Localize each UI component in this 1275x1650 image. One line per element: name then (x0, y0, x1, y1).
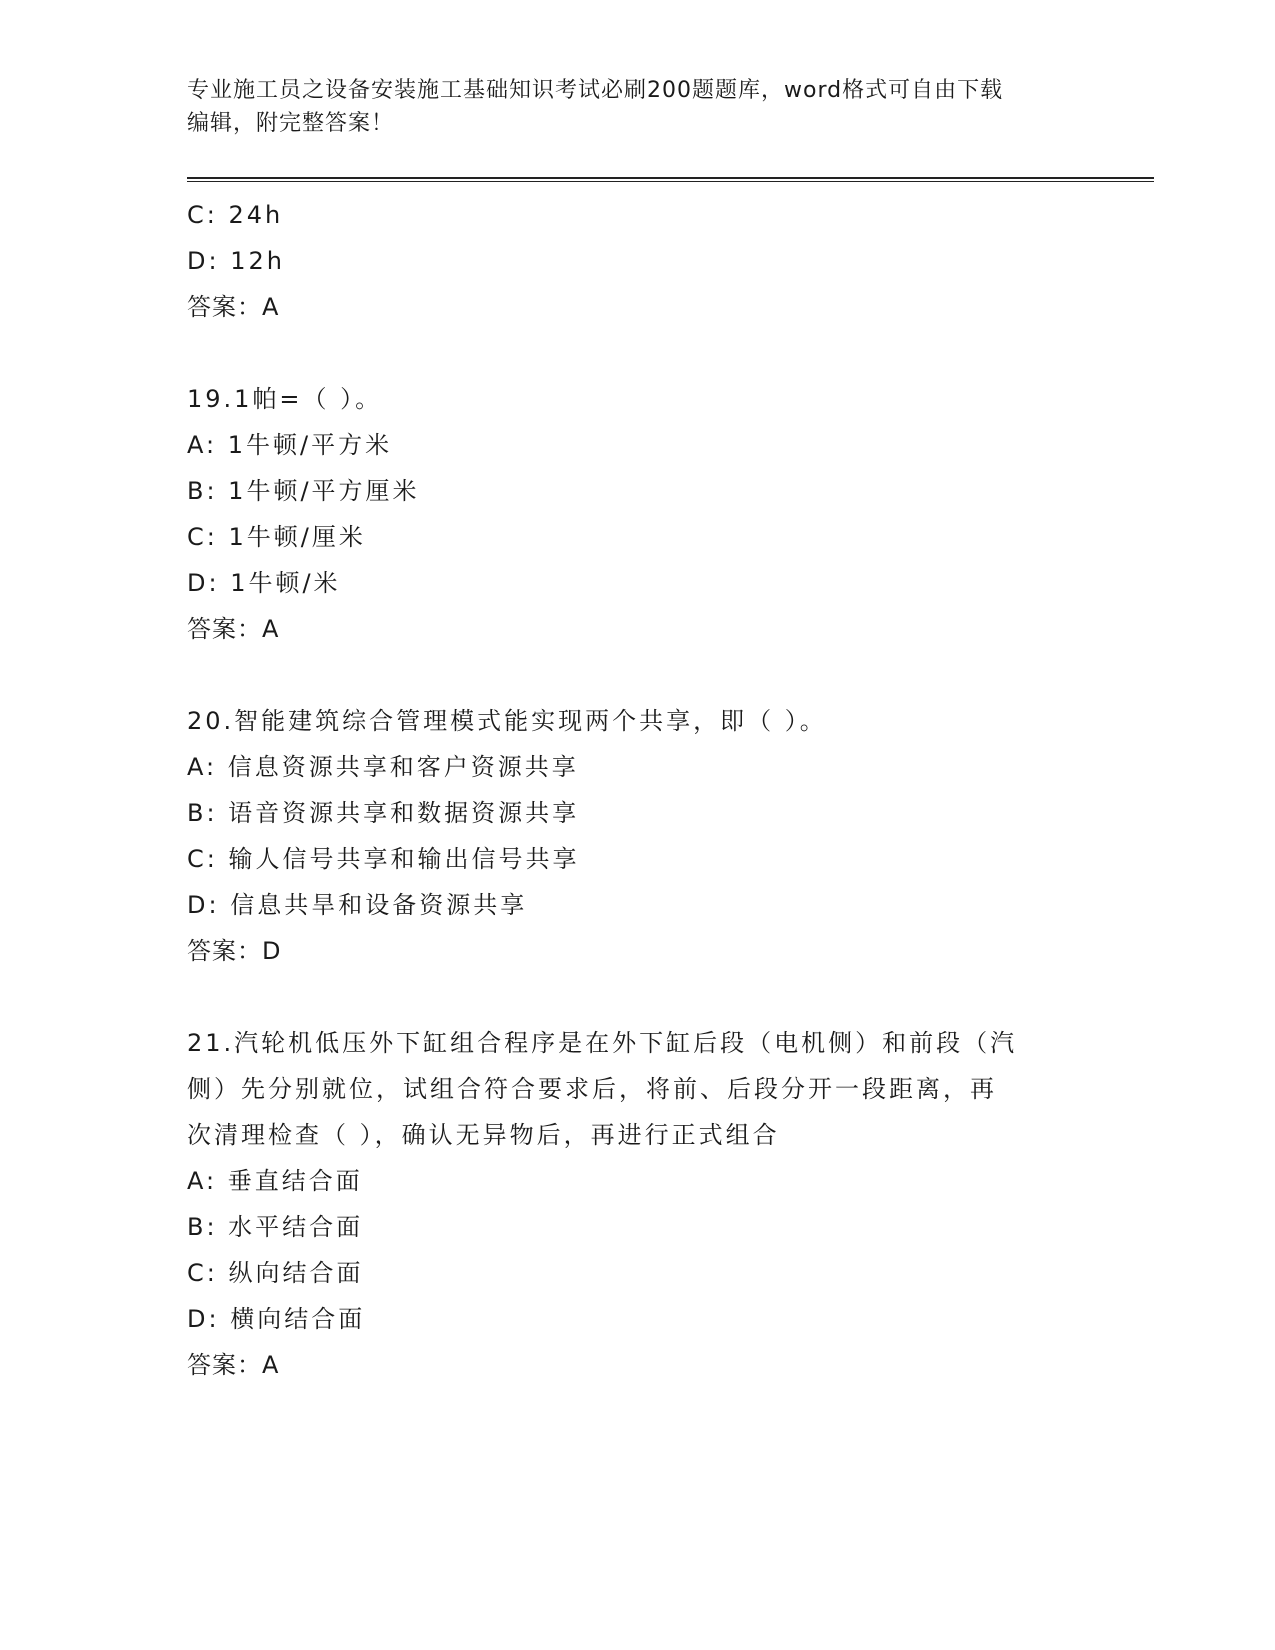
option-a: A: 1牛顿/平方米 (187, 431, 393, 459)
question-stem: 20.智能建筑综合管理模式能实现两个共享，即（ ）。 (187, 707, 827, 735)
header-divider (187, 177, 1154, 182)
option-b: B: 1牛顿/平方厘米 (187, 477, 420, 505)
spacer (187, 330, 1087, 376)
answer-line: 答案：A (187, 1351, 280, 1379)
option-d: D: 1牛顿/米 (187, 569, 341, 597)
spacer (187, 652, 1087, 698)
question-19 (187, 376, 1087, 652)
answer-line: 答案：D (187, 937, 282, 965)
option-c: C: 24h (187, 201, 284, 229)
question-content (187, 192, 1087, 1388)
question-stem: 19.1帕=（ ）。 (187, 385, 383, 413)
header-line-2: 编辑，附完整答案！ (187, 111, 395, 136)
option-a: A: 信息资源共享和客户资源共享 (187, 753, 579, 781)
question-21 (187, 1020, 1087, 1388)
option-d: D: 12h (187, 247, 285, 275)
question-stem-line-1: 21.汽轮机低压外下缸组合程序是在外下缸后段（电机侧）和前段（汽 (187, 1029, 1018, 1057)
question-20 (187, 698, 1087, 974)
option-c: C: 输人信号共享和输出信号共享 (187, 845, 580, 873)
header-line-1: 专业施工员之设备安装施工基础知识考试必刷200题题库，word格式可自由下载 (187, 78, 1004, 103)
question-stem-line-2: 侧）先分别就位，试组合符合要求后，将前、后段分开一段距离，再 (187, 1075, 997, 1103)
option-a: A: 垂直结合面 (187, 1167, 363, 1195)
option-c: C: 纵向结合面 (187, 1259, 364, 1287)
option-c: C: 1牛顿/厘米 (187, 523, 366, 551)
answer-line: 答案：A (187, 615, 280, 643)
question-stem-line-3: 次清理检查（ ），确认无异物后，再进行正式组合 (187, 1121, 780, 1149)
option-b: B: 语音资源共享和数据资源共享 (187, 799, 580, 827)
page-header (187, 74, 1087, 140)
previous-question-tail (187, 192, 1087, 330)
option-b: B: 水平结合面 (187, 1213, 364, 1241)
option-d: D: 信息共旱和设备资源共享 (187, 891, 528, 919)
option-d: D: 横向结合面 (187, 1305, 366, 1333)
spacer (187, 974, 1087, 1020)
answer-line: 答案：A (187, 293, 280, 321)
